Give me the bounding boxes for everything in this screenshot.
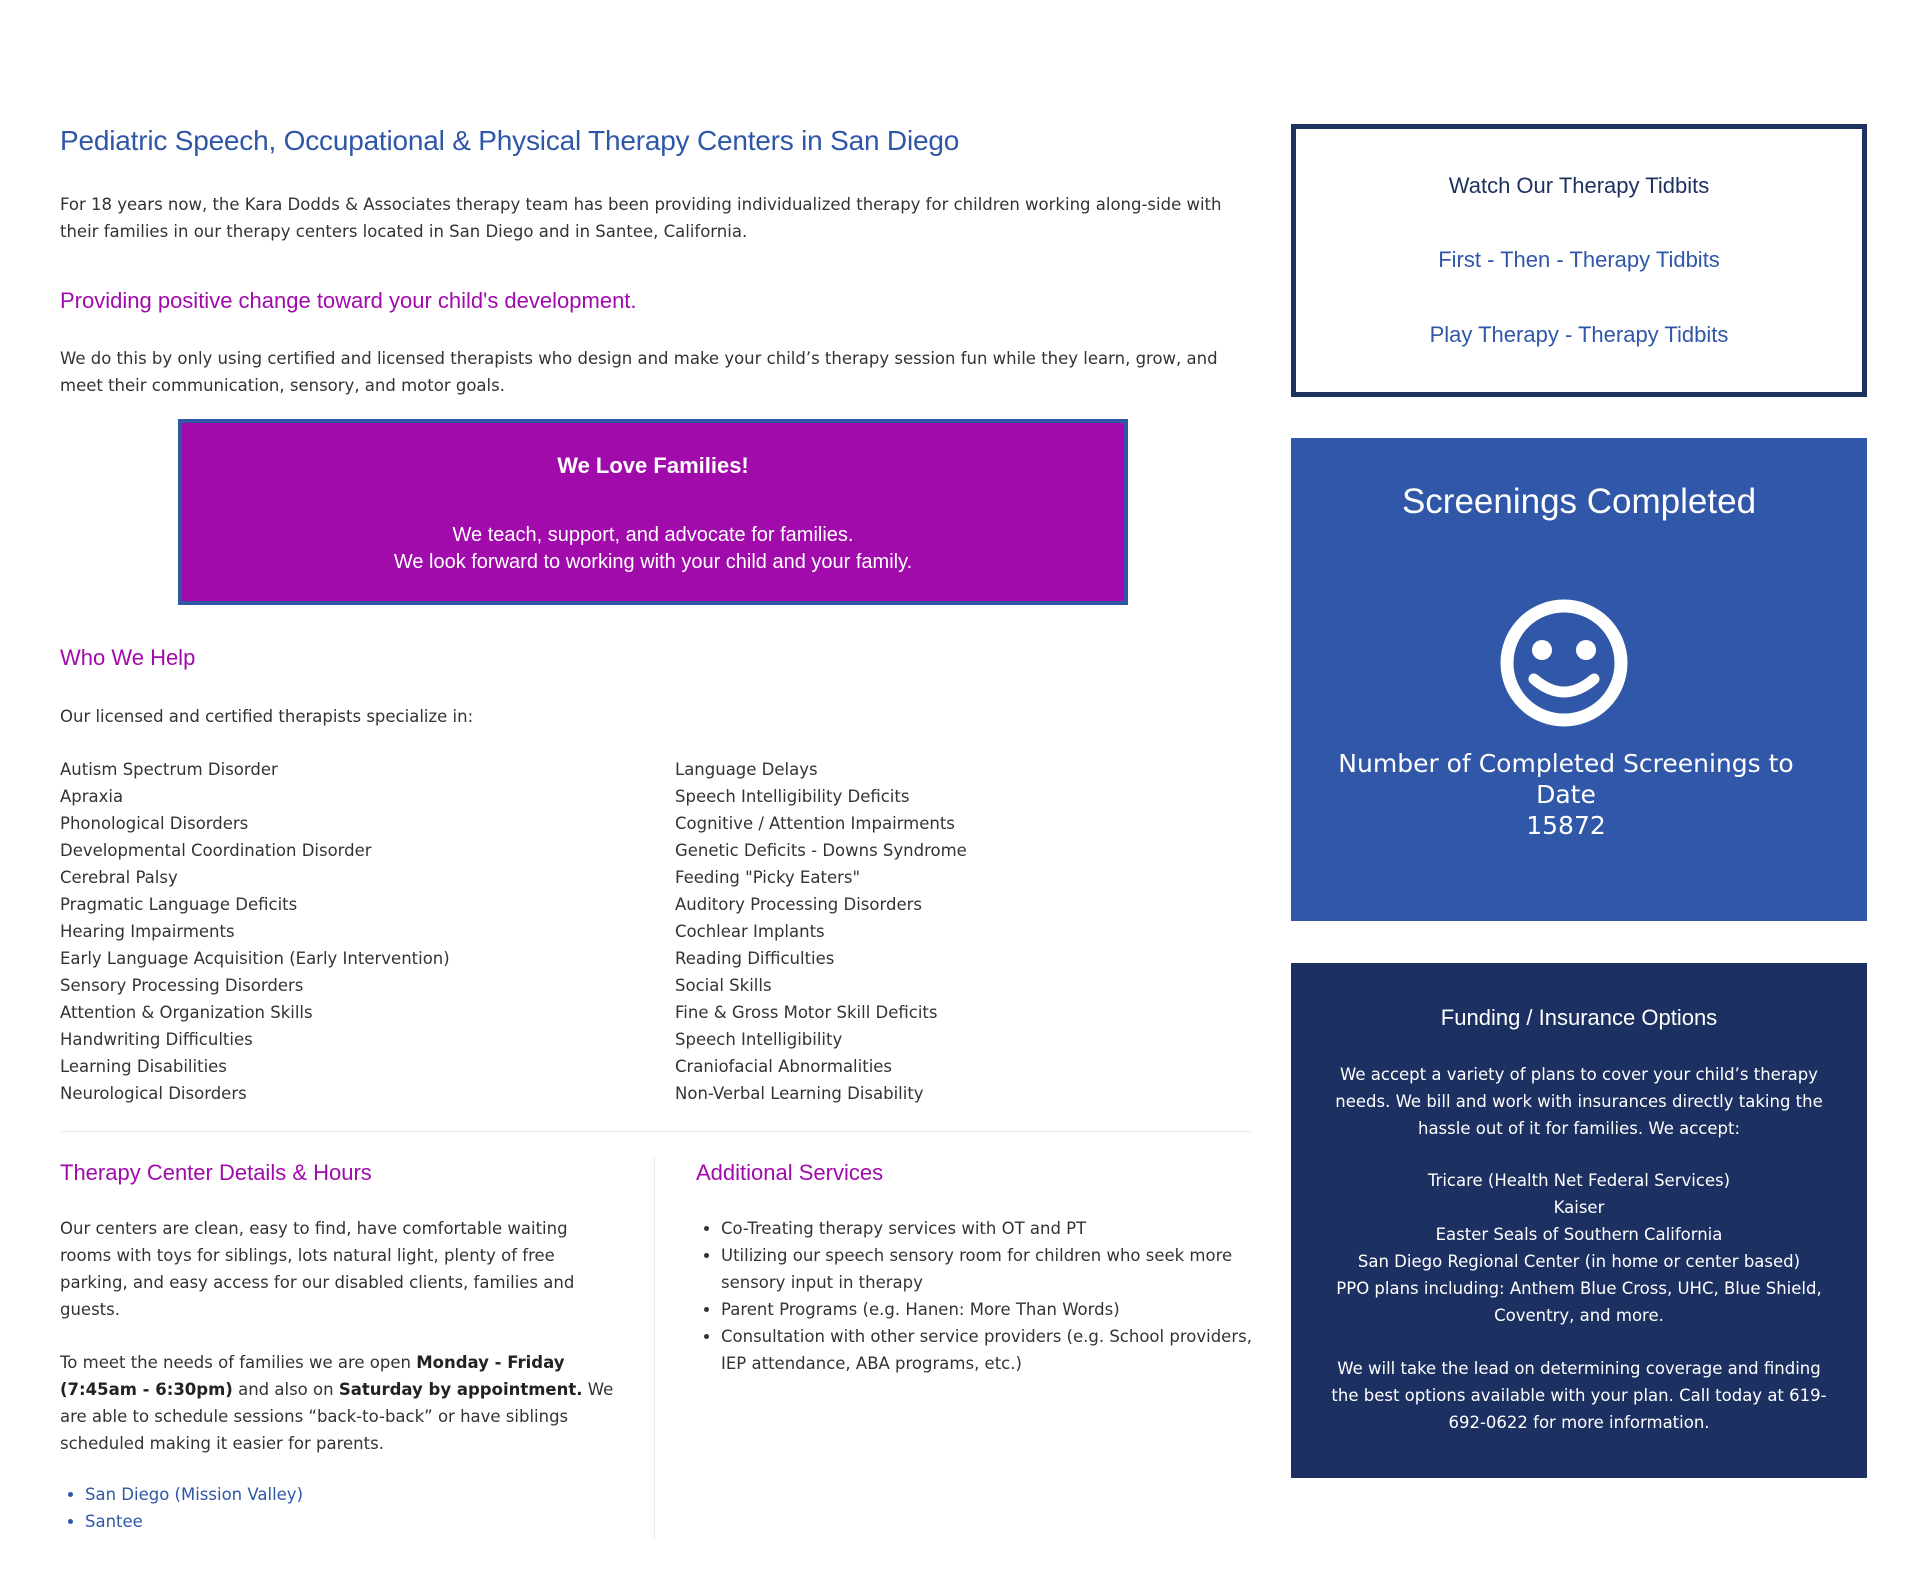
location-link-santee[interactable]: • Santee [85,1508,303,1535]
conditions-list-right [675,756,967,1107]
condition-item: Reading Difficulties [675,949,835,968]
tidbits-title: Watch Our Therapy Tidbits [1448,173,1710,198]
funding-title: Funding / Insurance Options [1440,1005,1718,1030]
condition-item: Feeding "Picky Eaters" [675,868,861,887]
hours-saturday: Saturday by appointment. [338,1380,583,1399]
service-item: • Parent Programs (e.g. Hanen: More Than Words) [721,1296,1281,1323]
funding-intro: We accept a variety of plans to cover your child’s therapy needs. We bill and work with insurances directly taking the hassle out of it for families. We accept: [1335,1065,1823,1138]
condition-item: Language Delays [675,760,818,779]
condition-item: Neurological Disorders [60,1084,247,1103]
service-item: • Consultation with other service providers (e.g. School providers, IEP attendance, ABA programs, etc.) [721,1323,1281,1377]
smile-icon [1500,599,1628,727]
insurance-plan: San Diego Regional Center (in home or center based) [1357,1252,1801,1271]
condition-item: Craniofacial Abnormalities [675,1057,893,1076]
section-divider [60,1131,1252,1132]
condition-item: Developmental Coordination Disorder [60,841,372,860]
condition-item: Social Skills [675,976,772,995]
details-paragraph: Our centers are clean, easy to find, have comfortable waiting rooms with toys for siblings, lots natural light, plenty of free parking, and easy access for our disabled clients, families and guests. [60,1219,575,1319]
insurance-plan: Easter Seals of Southern California [1435,1225,1723,1244]
conditions-list-left [60,756,450,1107]
condition-item: Attention & Organization Skills [60,1003,313,1022]
condition-item: Pragmatic Language Deficits [60,895,298,914]
therapy-tidbits-box [1291,124,1867,397]
condition-item: Speech Intelligibility [675,1030,843,1049]
hours-text: and also on [232,1380,339,1399]
tagline-heading: Providing positive change toward your child's development. [60,288,637,313]
insurance-plan: Tricare (Health Net Federal Services) [1427,1171,1731,1190]
condition-item: Genetic Deficits - Downs Syndrome [675,841,967,860]
locations-list [60,1481,303,1535]
location-link-san-diego[interactable]: • San Diego (Mission Valley) [85,1481,303,1508]
hours-text: To meet the needs of families we are open [60,1353,417,1372]
column-divider [654,1157,655,1539]
additional-services-list [696,1215,1281,1377]
families-box-line1: We teach, support, and advocate for families. [452,524,854,546]
specialize-intro: Our licensed and certified therapists specialize in: [60,707,474,726]
condition-item: Non-Verbal Learning Disability [675,1084,924,1103]
intro-paragraph: For 18 years now, the Kara Dodds & Associates therapy team has been providing individualized therapy for children working along-side with their families in our therapy centers located in San Diego and in Santee, California. [60,195,1222,241]
page-title: Pediatric Speech, Occupational & Physical Therapy Centers in San Diego [60,125,960,156]
insurance-plan: Kaiser [1553,1198,1605,1217]
condition-item: Cerebral Palsy [60,868,178,887]
condition-item: Apraxia [60,787,124,806]
insurance-plans-list [1326,1167,1832,1329]
we-love-families-box [178,419,1128,605]
who-we-help-heading: Who We Help [60,645,196,670]
funding-box [1291,963,1867,1478]
condition-item: Auditory Processing Disorders [675,895,922,914]
service-item: • Co-Treating therapy services with OT and PT [721,1215,1281,1242]
families-box-title: We Love Families! [557,453,749,478]
hours-text: We are able to schedule sessions “back-to-back” or have siblings scheduled making it easier for parents. [60,1380,614,1453]
tidbit-link-first-then[interactable]: First - Then - Therapy Tidbits [1438,247,1720,272]
condition-item: Autism Spectrum Disorder [60,760,278,779]
approach-paragraph: We do this by only using certified and licensed therapists who design and make your child’s therapy session fun while they learn, grow, and meet their communication, sensory, and motor goals. [60,349,1218,395]
condition-item: Speech Intelligibility Deficits [675,787,910,806]
condition-item: Early Language Acquisition (Early Intervention) [60,949,450,968]
condition-item: Cognitive / Attention Impairments [675,814,955,833]
screenings-title: Screenings Completed [1401,482,1757,521]
insurance-plan: PPO plans including: Anthem Blue Cross, UHC, Blue Shield, Coventry, and more. [1336,1279,1822,1325]
condition-item: Sensory Processing Disorders [60,976,304,995]
hours-weekdays: Monday - Friday (7:45am - 6:30pm) [60,1353,565,1399]
screenings-count: 15872 [1526,811,1606,840]
hours-paragraph [60,1349,620,1457]
funding-outro: We will take the lead on determining coverage and finding the best options available with your plan. Call today at 619-692-0622 for more information. [1331,1359,1827,1432]
service-item: • Utilizing our speech sensory room for children who seek more sensory input in therapy [721,1242,1281,1296]
condition-item: Phonological Disorders [60,814,249,833]
tidbit-link-play-therapy[interactable]: Play Therapy - Therapy Tidbits [1429,322,1729,347]
screenings-box [1291,438,1867,921]
details-heading: Therapy Center Details & Hours [60,1160,372,1185]
screenings-label: Number of Completed Screenings to Date [1338,749,1794,809]
condition-item: Fine & Gross Motor Skill Deficits [675,1003,938,1022]
additional-services-heading: Additional Services [696,1160,884,1185]
condition-item: Handwriting Difficulties [60,1030,253,1049]
families-box-line2: We look forward to working with your child and your family. [393,551,913,573]
condition-item: Learning Disabilities [60,1057,227,1076]
condition-item: Cochlear Implants [675,922,825,941]
condition-item: Hearing Impairments [60,922,235,941]
